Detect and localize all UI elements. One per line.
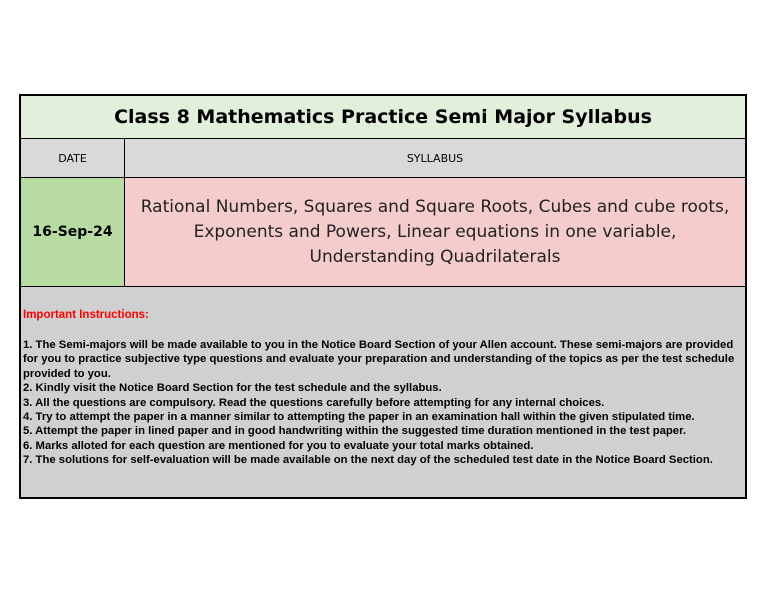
instructions-section: [21, 287, 745, 497]
instruction-item: 5. Attempt the paper in lined paper and in good handwriting within the suggested time duration mentioned in the test paper.: [23, 425, 686, 438]
instruction-item: 6. Marks alloted for each question are mentioned for you to evaluate your total marks obtained.: [23, 439, 534, 452]
instruction-item: 7. The solutions for self-evaluation will be made available on the next day of the scheduled test date in the Notice Board Section.: [23, 454, 713, 467]
instructions-list: [23, 338, 743, 468]
instruction-item: 4. Try to attempt the paper in a manner similar to attempting the paper in an examination hall within the given stipulated time.: [23, 411, 695, 424]
header-syllabus-cell: [125, 139, 745, 177]
title-row: [21, 96, 745, 139]
sheet-title: Class 8 Mathematics Practice Semi Major Syllabus: [114, 106, 652, 128]
header-row: [21, 139, 745, 178]
instruction-item: 2. Kindly visit the Notice Board Section for the test schedule and the syllabus.: [23, 382, 442, 395]
header-date: DATE: [58, 151, 87, 165]
header-date-cell: [21, 139, 125, 177]
table-row: [21, 178, 745, 287]
header-syllabus: SYLLABUS: [406, 151, 464, 165]
syllabus-sheet: [19, 94, 747, 499]
instruction-item: 1. The Semi-majors will be made available to you in the Notice Board Section of your Allen account. These semi-majors are provided for you to practice subjective type questions and evaluate your preparation and understanding of the topics as per the test schedule provided to you.: [23, 339, 735, 380]
syllabus-cell: [125, 178, 745, 286]
date-cell: [21, 178, 125, 286]
syllabus-value: Rational Numbers, Squares and Square Roots, Cubes and cube roots, Exponents and Powers, Linear equations in one variable, Understanding Quadrilaterals: [140, 196, 730, 267]
instruction-item: 3. All the questions are compulsory. Read the questions carefully before attempting for any internal choices.: [23, 396, 605, 409]
date-value: 16-Sep-24: [32, 224, 113, 240]
instructions-heading: Important Instructions:: [23, 309, 149, 321]
